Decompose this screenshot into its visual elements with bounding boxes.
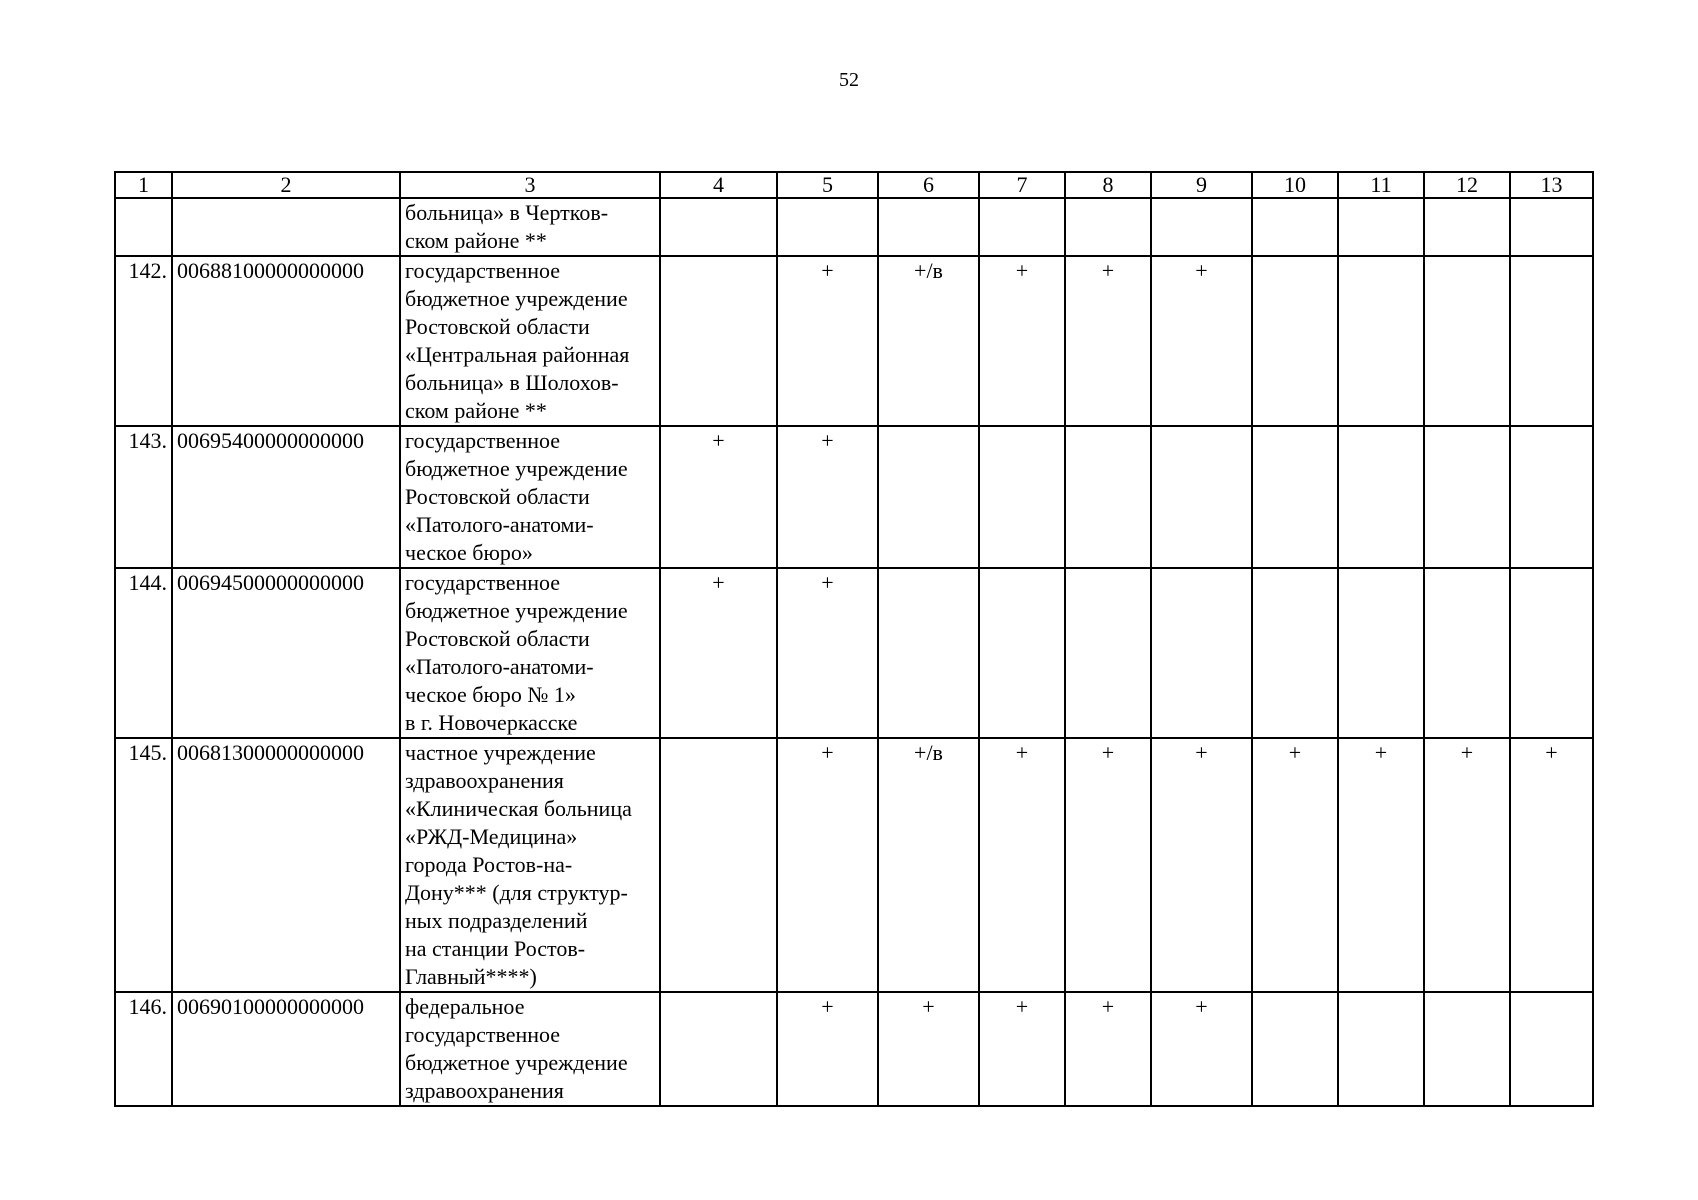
column-header: 13 — [1510, 172, 1593, 198]
mark-cell — [979, 568, 1065, 738]
mark-cell — [979, 198, 1065, 256]
row-number — [115, 198, 172, 256]
mark-cell: + — [1424, 738, 1510, 992]
org-code — [172, 198, 400, 256]
mark-cell — [1252, 992, 1338, 1106]
column-header: 8 — [1065, 172, 1151, 198]
mark-cell — [1424, 426, 1510, 568]
mark-cell — [1510, 568, 1593, 738]
mark-cell — [660, 738, 777, 992]
mark-cell — [1065, 426, 1151, 568]
mark-cell: + — [979, 256, 1065, 426]
org-name: государственное бюджетное учреждение Ростовской области «Патолого-анатоми- ческое бюро № 1» в г. Новочеркасске — [400, 568, 660, 738]
mark-cell — [878, 568, 979, 738]
column-header: 12 — [1424, 172, 1510, 198]
row-number: 142. — [115, 256, 172, 426]
org-code: 00695400000000000 — [172, 426, 400, 568]
mark-cell: + — [1338, 738, 1424, 992]
table-row — [115, 992, 1593, 1106]
column-header: 7 — [979, 172, 1065, 198]
org-code: 00694500000000000 — [172, 568, 400, 738]
mark-cell — [1424, 256, 1510, 426]
page-number: 52 — [839, 69, 859, 91]
mark-cell: + — [660, 568, 777, 738]
mark-cell — [1338, 568, 1424, 738]
column-header: 10 — [1252, 172, 1338, 198]
table-row — [115, 426, 1593, 568]
mark-cell: + — [878, 992, 979, 1106]
mark-cell: + — [979, 738, 1065, 992]
mark-cell: +/в — [878, 738, 979, 992]
mark-cell — [1338, 992, 1424, 1106]
org-code: 00690100000000000 — [172, 992, 400, 1106]
mark-cell: + — [1151, 992, 1252, 1106]
column-header: 2 — [172, 172, 400, 198]
mark-cell: + — [777, 568, 878, 738]
mark-cell — [1510, 992, 1593, 1106]
column-header: 9 — [1151, 172, 1252, 198]
org-code: 00688100000000000 — [172, 256, 400, 426]
mark-cell: + — [1065, 256, 1151, 426]
mark-cell — [1424, 568, 1510, 738]
org-name: больница» в Чертков- ском районе ** — [400, 198, 660, 256]
column-header: 3 — [400, 172, 660, 198]
table-row — [115, 256, 1593, 426]
org-name: частное учреждение здравоохранения «Клиническая больница «РЖД-Медицина» города Ростов-на- Дону*** (для структур- ных подразделений на станции Ростов- Главный****) — [400, 738, 660, 992]
registry-table — [114, 171, 1594, 1107]
mark-cell — [660, 198, 777, 256]
mark-cell: + — [1151, 738, 1252, 992]
column-header: 5 — [777, 172, 878, 198]
org-code: 00681300000000000 — [172, 738, 400, 992]
mark-cell — [660, 992, 777, 1106]
table-row — [115, 198, 1593, 256]
mark-cell — [878, 426, 979, 568]
mark-cell: + — [1065, 992, 1151, 1106]
column-header: 1 — [115, 172, 172, 198]
column-header: 4 — [660, 172, 777, 198]
org-name: государственное бюджетное учреждение Ростовской области «Патолого-анатоми- ческое бюро» — [400, 426, 660, 568]
mark-cell: + — [660, 426, 777, 568]
table-row — [115, 738, 1593, 992]
table-row — [115, 568, 1593, 738]
mark-cell: + — [1510, 738, 1593, 992]
header-row — [115, 172, 1593, 198]
mark-cell — [1338, 198, 1424, 256]
row-number: 146. — [115, 992, 172, 1106]
mark-cell: + — [1151, 256, 1252, 426]
mark-cell — [1252, 198, 1338, 256]
mark-cell: + — [1065, 738, 1151, 992]
mark-cell — [1510, 426, 1593, 568]
mark-cell: + — [777, 738, 878, 992]
mark-cell — [1424, 992, 1510, 1106]
org-name: федеральное государственное бюджетное учреждение здравоохранения — [400, 992, 660, 1106]
mark-cell — [1151, 198, 1252, 256]
mark-cell: + — [1252, 738, 1338, 992]
mark-cell — [1252, 256, 1338, 426]
row-number: 144. — [115, 568, 172, 738]
mark-cell — [979, 426, 1065, 568]
mark-cell — [1338, 426, 1424, 568]
row-number: 143. — [115, 426, 172, 568]
mark-cell — [1424, 198, 1510, 256]
mark-cell: +/в — [878, 256, 979, 426]
mark-cell — [1065, 568, 1151, 738]
mark-cell — [1252, 426, 1338, 568]
mark-cell — [1510, 198, 1593, 256]
mark-cell — [660, 256, 777, 426]
mark-cell — [1338, 256, 1424, 426]
row-number: 145. — [115, 738, 172, 992]
mark-cell — [1151, 426, 1252, 568]
mark-cell: + — [777, 256, 878, 426]
mark-cell — [878, 198, 979, 256]
mark-cell — [1065, 198, 1151, 256]
mark-cell: + — [979, 992, 1065, 1106]
column-header: 11 — [1338, 172, 1424, 198]
column-header: 6 — [878, 172, 979, 198]
org-name: государственное бюджетное учреждение Ростовской области «Центральная районная больница» в Шолохов- ском районе ** — [400, 256, 660, 426]
mark-cell: + — [777, 426, 878, 568]
mark-cell: + — [777, 992, 878, 1106]
mark-cell — [1510, 256, 1593, 426]
mark-cell — [1151, 568, 1252, 738]
mark-cell — [777, 198, 878, 256]
mark-cell — [1252, 568, 1338, 738]
